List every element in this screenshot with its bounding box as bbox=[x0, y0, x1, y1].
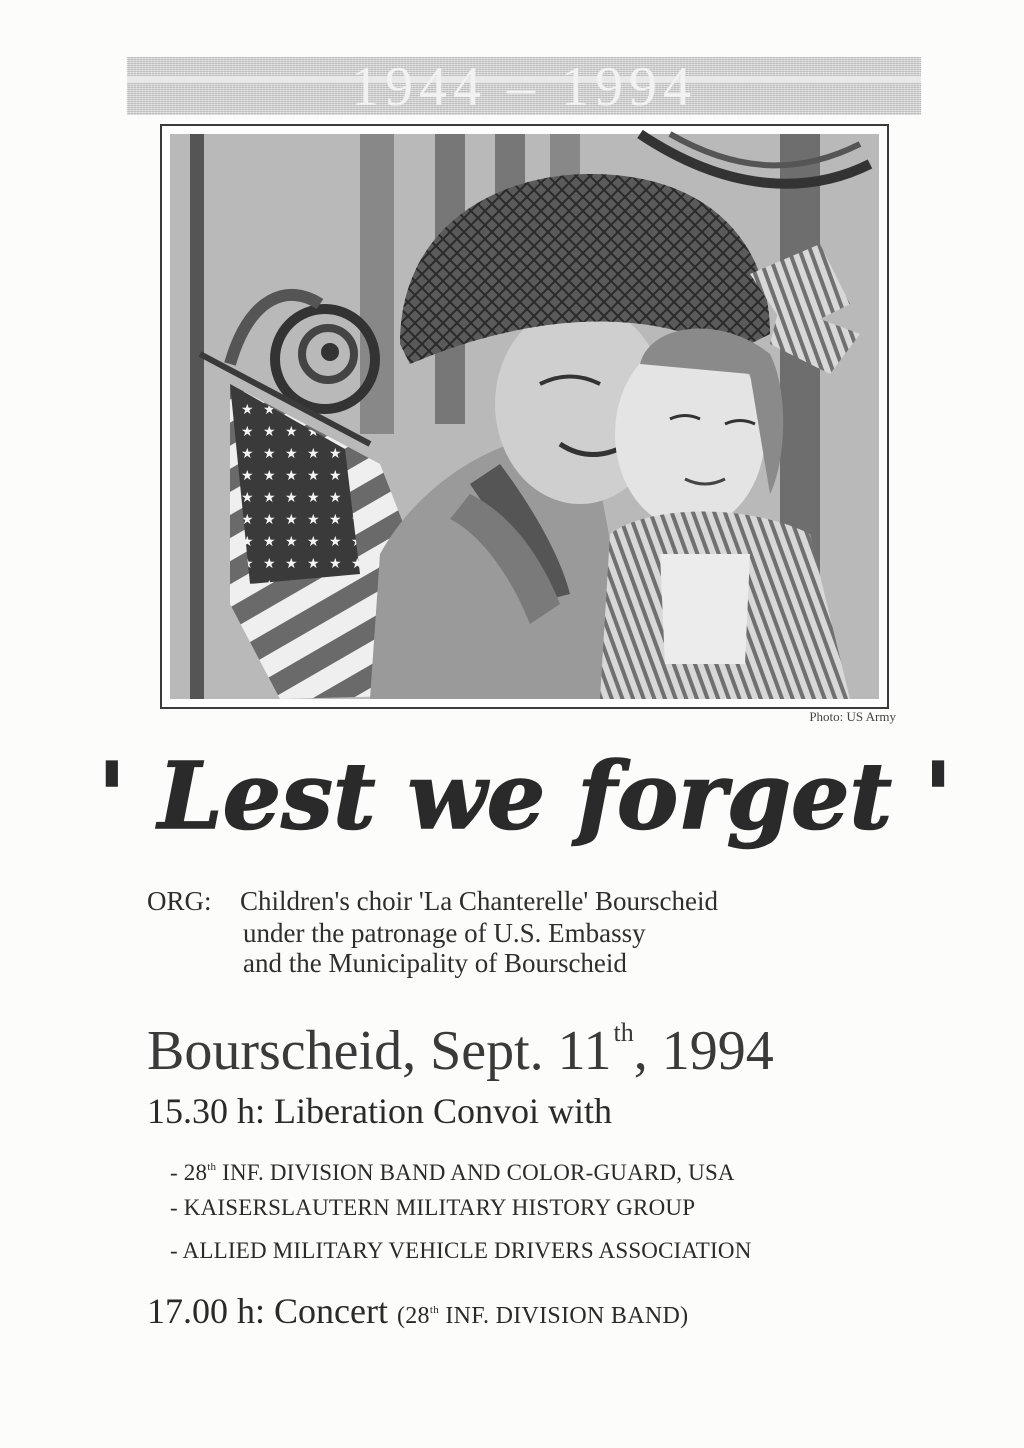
org-line-1 bbox=[147, 886, 718, 916]
title-text: ' Lest we forget ' bbox=[97, 742, 953, 850]
event-date-main: Bourscheid, Sept. 11 bbox=[147, 1020, 612, 1082]
org-line-2: under the patronage of U.S. Embassy bbox=[243, 918, 646, 948]
lest-we-forget-title bbox=[97, 728, 953, 868]
schedule-time-1: 15.30 h: Liberation Convoi with bbox=[147, 1091, 612, 1131]
org-line-3: and the Municipality of Bourscheid bbox=[243, 948, 627, 978]
note-sup: th bbox=[429, 1304, 440, 1316]
schedule-item bbox=[170, 1236, 752, 1266]
event-date-sup: th bbox=[613, 1018, 634, 1047]
item-text: INF. DIVISION BAND AND COLOR-GUARD, USA bbox=[216, 1160, 735, 1185]
note-prefix: (28 bbox=[396, 1303, 430, 1329]
year-banner bbox=[127, 56, 921, 118]
concert-time: 17.00 h: Concert bbox=[147, 1291, 388, 1331]
event-date bbox=[147, 998, 774, 1086]
item-text: - ALLIED MILITARY VEHICLE DRIVERS ASSOCIATION bbox=[170, 1238, 752, 1263]
item-prefix: - 28 bbox=[170, 1160, 208, 1185]
banner-years: 1944 – 1994 bbox=[351, 56, 697, 118]
concert-note bbox=[397, 1303, 688, 1329]
schedule-item bbox=[170, 1152, 735, 1188]
photo-frame bbox=[160, 124, 889, 709]
item-sup: th bbox=[207, 1161, 217, 1173]
note-text: INF. DIVISION BAND) bbox=[439, 1303, 689, 1329]
item-text: - KAISERSLAUTERN MILITARY HISTORY GROUP bbox=[170, 1195, 696, 1220]
org-name: Children's choir 'La Chanterelle' Bourscheid bbox=[240, 886, 718, 916]
photo-credit: Photo: US Army bbox=[809, 709, 896, 724]
event-date-year: , 1994 bbox=[633, 1020, 774, 1082]
org-label: ORG: bbox=[147, 886, 212, 916]
schedule-time-2 bbox=[147, 1288, 688, 1338]
soldier-girl-photo bbox=[170, 134, 879, 699]
schedule-item bbox=[170, 1193, 695, 1223]
